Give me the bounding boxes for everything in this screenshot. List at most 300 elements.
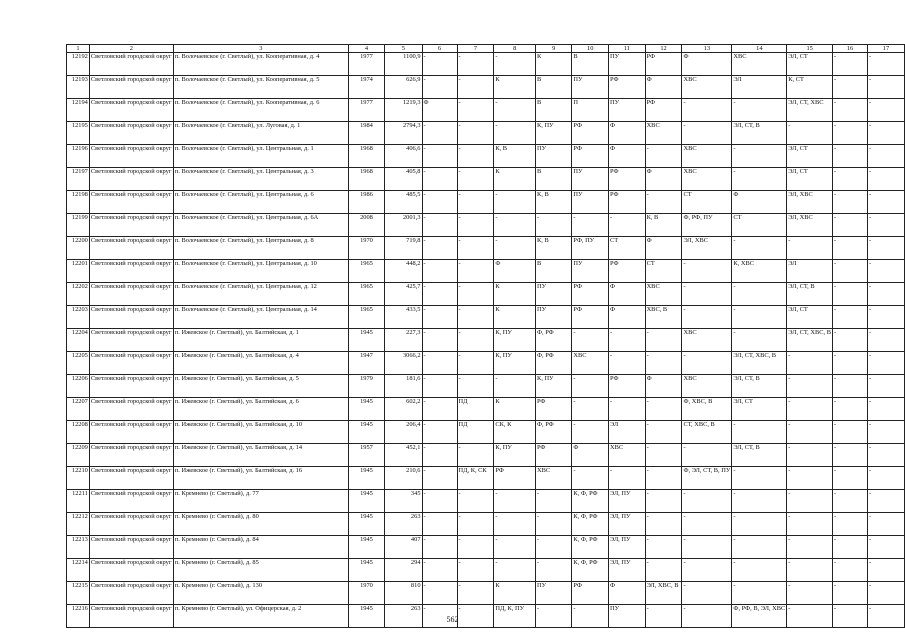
area-cell: 406,6 <box>385 145 422 168</box>
col16-cell: - <box>832 559 867 582</box>
col14-cell: - <box>732 237 787 260</box>
col6-cell: - <box>422 76 457 99</box>
year-cell: 1986 <box>348 191 384 214</box>
col11-cell: - <box>609 398 646 421</box>
col11-cell: Ф <box>609 122 646 145</box>
col17-cell: - <box>867 145 904 168</box>
col10-cell: РФ, ПУ <box>572 237 609 260</box>
col14-cell: ХВС <box>732 53 787 76</box>
table-row <box>67 168 905 191</box>
address-cell: п. Кремнево (г. Светлый), д. 80 <box>173 513 348 536</box>
col8-cell: - <box>494 513 536 536</box>
col14-cell: - <box>732 559 787 582</box>
col12-cell: - <box>645 191 682 214</box>
col8-cell: - <box>494 536 536 559</box>
district-cell: Светловский городской округ <box>89 375 173 398</box>
row-number: 12206 <box>67 375 90 398</box>
col10-cell: К, Ф, РФ <box>572 536 609 559</box>
col16-cell: - <box>832 99 867 122</box>
col6-cell: - <box>422 283 457 306</box>
table-row <box>67 53 905 76</box>
area-cell: 448,2 <box>385 260 422 283</box>
address-cell: п. Волочаевское (г. Светлый), ул. Центральная, д. 1 <box>173 145 348 168</box>
col14-cell: СТ <box>732 214 787 237</box>
year-cell: 1970 <box>348 237 384 260</box>
row-number: 12205 <box>67 352 90 375</box>
col8-cell: К, В <box>494 145 536 168</box>
col14-cell: - <box>732 329 787 352</box>
col13-cell: - <box>682 513 732 536</box>
col10-cell: В <box>572 53 609 76</box>
col9-cell: ПУ <box>535 582 571 605</box>
col8-cell: К <box>494 306 536 329</box>
col13-cell: ХВС <box>682 145 732 168</box>
col10-cell: - <box>572 398 609 421</box>
col17-cell: - <box>867 536 904 559</box>
col12-cell: Ф <box>645 168 682 191</box>
area-cell: 485,5 <box>385 191 422 214</box>
col8-cell: К, ПУ <box>494 352 536 375</box>
address-cell: п. Волочаевское (г. Светлый), ул. Кооперативная, д. 6 <box>173 99 348 122</box>
col7-cell: - <box>457 375 494 398</box>
col12-cell: - <box>645 421 682 444</box>
address-cell: п. Волочаевское (г. Светлый), ул. Луговая, д. 1 <box>173 122 348 145</box>
table-row <box>67 260 905 283</box>
col6-cell: - <box>422 352 457 375</box>
col17-cell: - <box>867 99 904 122</box>
col10-cell: ПУ <box>572 260 609 283</box>
area-cell: 3066,2 <box>385 352 422 375</box>
col17-cell: - <box>867 168 904 191</box>
year-cell: 1945 <box>348 513 384 536</box>
col15-cell: ЭЛ, СТ <box>787 306 833 329</box>
area-cell: 263 <box>385 513 422 536</box>
col7-cell: - <box>457 53 494 76</box>
col16-cell: - <box>832 490 867 513</box>
col8-cell: СК, К <box>494 421 536 444</box>
year-cell: 1945 <box>348 398 384 421</box>
district-cell: Светловский городской округ <box>89 237 173 260</box>
row-number: 12194 <box>67 99 90 122</box>
col6-cell: - <box>422 513 457 536</box>
col14-cell: Ф <box>732 191 787 214</box>
col7-cell: - <box>457 329 494 352</box>
col15-cell: ЭЛ <box>787 260 833 283</box>
district-cell: Светловский городской округ <box>89 191 173 214</box>
col6-cell: - <box>422 582 457 605</box>
col6-cell: - <box>422 421 457 444</box>
col8-cell: К <box>494 76 536 99</box>
district-cell: Светловский городской округ <box>89 283 173 306</box>
col11-cell: ЭЛ, ПУ <box>609 513 646 536</box>
row-number: 12201 <box>67 260 90 283</box>
area-cell: 626,9 <box>385 76 422 99</box>
col15-cell: ЭЛ, СТ, В <box>787 283 833 306</box>
area-cell: 452,1 <box>385 444 422 467</box>
col15-cell: - <box>787 444 833 467</box>
register-sheet <box>66 44 905 628</box>
col13-cell: - <box>682 283 732 306</box>
area-cell: 1100,9 <box>385 53 422 76</box>
table-row <box>67 145 905 168</box>
col17-cell: - <box>867 559 904 582</box>
col9-cell: РФ <box>535 444 571 467</box>
col17-cell: - <box>867 421 904 444</box>
col15-cell: ЭЛ, ХВС <box>787 214 833 237</box>
year-cell: 1977 <box>348 99 384 122</box>
col14-cell: - <box>732 582 787 605</box>
table-row <box>67 467 905 490</box>
table-row <box>67 122 905 145</box>
col12-cell: - <box>645 559 682 582</box>
district-cell: Светловский городской округ <box>89 421 173 444</box>
col17-cell: - <box>867 122 904 145</box>
area-cell: 294 <box>385 559 422 582</box>
district-cell: Светловский городской округ <box>89 53 173 76</box>
col9-cell: К <box>535 53 571 76</box>
col11-cell: РФ <box>609 191 646 214</box>
col11-cell: ЭЛ, ПУ <box>609 536 646 559</box>
col8-cell: К, ПУ <box>494 444 536 467</box>
col9-cell: Ф, РФ <box>535 421 571 444</box>
col16-cell: - <box>832 214 867 237</box>
col6-cell: - <box>422 329 457 352</box>
column-number-cell: 10 <box>572 45 609 53</box>
col17-cell: - <box>867 444 904 467</box>
table-row <box>67 398 905 421</box>
col13-cell: СТ, ХВС, В <box>682 421 732 444</box>
col16-cell: - <box>832 168 867 191</box>
col8-cell: - <box>494 122 536 145</box>
row-number: 12197 <box>67 168 90 191</box>
column-number-cell: 17 <box>867 45 904 53</box>
col6-cell: - <box>422 467 457 490</box>
col10-cell: Ф <box>572 444 609 467</box>
col10-cell: ПУ <box>572 76 609 99</box>
col12-cell: Ф <box>645 76 682 99</box>
table-row <box>67 283 905 306</box>
col16-cell: - <box>832 329 867 352</box>
address-cell: п. Ижевское (г. Светлый), ул. Балтийская, д. 14 <box>173 444 348 467</box>
col17-cell: - <box>867 605 904 628</box>
col9-cell: К, ПУ <box>535 375 571 398</box>
address-cell: п. Ижевское (г. Светлый), ул. Балтийская, д. 5 <box>173 375 348 398</box>
col10-cell: - <box>572 421 609 444</box>
year-cell: 1970 <box>348 582 384 605</box>
col17-cell: - <box>867 375 904 398</box>
year-cell: 1965 <box>348 283 384 306</box>
column-number-cell: 1 <box>67 45 90 53</box>
col17-cell: - <box>867 329 904 352</box>
col15-cell: - <box>787 421 833 444</box>
col17-cell: - <box>867 283 904 306</box>
col14-cell: ЭЛ, СТ, В <box>732 122 787 145</box>
col14-cell: - <box>732 467 787 490</box>
col14-cell: ЭЛ, СТ, ХВС, В <box>732 352 787 375</box>
table-row <box>67 536 905 559</box>
col6-cell: Ф <box>422 99 457 122</box>
col15-cell: - <box>787 605 833 628</box>
col7-cell: - <box>457 214 494 237</box>
address-cell: п. Волочаевское (г. Светлый), ул. Центральная, д. 8 <box>173 237 348 260</box>
col12-cell: СТ <box>645 260 682 283</box>
district-cell: Светловский городской округ <box>89 145 173 168</box>
col13-cell: ХВС <box>682 329 732 352</box>
address-cell: п. Ижевское (г. Светлый), ул. Балтийская, д. 6 <box>173 398 348 421</box>
row-number: 12213 <box>67 536 90 559</box>
row-number: 12209 <box>67 444 90 467</box>
col8-cell: - <box>494 99 536 122</box>
col9-cell: - <box>535 559 571 582</box>
col16-cell: - <box>832 536 867 559</box>
col12-cell: - <box>645 398 682 421</box>
address-cell: п. Кремнево (г. Светлый), д. 85 <box>173 559 348 582</box>
col13-cell: - <box>682 490 732 513</box>
col12-cell: ХВС <box>645 283 682 306</box>
col6-cell: - <box>422 122 457 145</box>
col8-cell: - <box>494 490 536 513</box>
col11-cell: - <box>609 352 646 375</box>
col11-cell: Ф <box>609 306 646 329</box>
col16-cell: - <box>832 260 867 283</box>
col12-cell: - <box>645 605 682 628</box>
year-cell: 1945 <box>348 467 384 490</box>
table-row <box>67 99 905 122</box>
col11-cell: - <box>609 214 646 237</box>
col14-cell: - <box>732 306 787 329</box>
district-cell: Светловский городской округ <box>89 467 173 490</box>
col10-cell: - <box>572 375 609 398</box>
col14-cell: - <box>732 145 787 168</box>
col10-cell: К, Ф, РФ <box>572 490 609 513</box>
col14-cell: ЭЛ, СТ <box>732 398 787 421</box>
col7-cell: - <box>457 191 494 214</box>
col11-cell: СТ <box>609 237 646 260</box>
col8-cell: РФ <box>494 467 536 490</box>
year-cell: 1974 <box>348 76 384 99</box>
address-cell: п. Волочаевское (г. Светлый), ул. Центральная, д. 10 <box>173 260 348 283</box>
column-number-cell: 13 <box>682 45 732 53</box>
col7-cell: - <box>457 99 494 122</box>
district-cell: Светловский городской округ <box>89 352 173 375</box>
row-number: 12193 <box>67 76 90 99</box>
col12-cell: ХВС, В <box>645 306 682 329</box>
col6-cell: - <box>422 191 457 214</box>
col13-cell: ХВС <box>682 375 732 398</box>
year-cell: 1977 <box>348 53 384 76</box>
column-number-cell: 12 <box>645 45 682 53</box>
col9-cell: ХВС <box>535 467 571 490</box>
col9-cell: - <box>535 536 571 559</box>
col11-cell: Ф <box>609 145 646 168</box>
col7-cell: - <box>457 260 494 283</box>
district-cell: Светловский городской округ <box>89 582 173 605</box>
address-cell: п. Кремнево (г. Светлый), ул. Офицерская, д. 2 <box>173 605 348 628</box>
col9-cell: ПУ <box>535 283 571 306</box>
column-number-cell: 14 <box>732 45 787 53</box>
col11-cell: Ф <box>609 283 646 306</box>
col15-cell: ЭЛ, СТ <box>787 168 833 191</box>
table-row <box>67 375 905 398</box>
col11-cell: ПУ <box>609 605 646 628</box>
col17-cell: - <box>867 237 904 260</box>
column-number-cell: 6 <box>422 45 457 53</box>
col14-cell: Ф, РФ, В, ЭЛ, ХВС <box>732 605 787 628</box>
col16-cell: - <box>832 467 867 490</box>
year-cell: 1945 <box>348 329 384 352</box>
row-number: 12196 <box>67 145 90 168</box>
address-cell: п. Кремнево (г. Светлый), д. 84 <box>173 536 348 559</box>
col10-cell: ХВС <box>572 352 609 375</box>
col8-cell: К <box>494 168 536 191</box>
col15-cell: - <box>787 352 833 375</box>
district-cell: Светловский городской округ <box>89 605 173 628</box>
col17-cell: - <box>867 53 904 76</box>
col17-cell: - <box>867 260 904 283</box>
col9-cell: ПУ <box>535 145 571 168</box>
col9-cell: - <box>535 214 571 237</box>
col17-cell: - <box>867 398 904 421</box>
address-cell: п. Ижевское (г. Светлый), ул. Балтийская, д. 16 <box>173 467 348 490</box>
col9-cell: В <box>535 260 571 283</box>
col16-cell: - <box>832 375 867 398</box>
table-row <box>67 559 905 582</box>
col13-cell: Ф, ЭЛ, СТ, В, ПУ <box>682 467 732 490</box>
col9-cell: В <box>535 168 571 191</box>
col15-cell: ЭЛ, СТ, ХВС <box>787 99 833 122</box>
col9-cell: - <box>535 490 571 513</box>
col12-cell: ХВС <box>645 122 682 145</box>
col14-cell: - <box>732 283 787 306</box>
col16-cell: - <box>832 605 867 628</box>
col14-cell: - <box>732 168 787 191</box>
col16-cell: - <box>832 145 867 168</box>
address-cell: п. Волочаевское (г. Светлый), ул. Центральная, д. 12 <box>173 283 348 306</box>
col15-cell: - <box>787 559 833 582</box>
col16-cell: - <box>832 53 867 76</box>
address-cell: п. Кремнево (г. Светлый), д. 77 <box>173 490 348 513</box>
address-cell: п. Кремнево (г. Светлый), д. 130 <box>173 582 348 605</box>
district-cell: Светловский городской округ <box>89 76 173 99</box>
col7-cell: - <box>457 145 494 168</box>
col8-cell: - <box>494 53 536 76</box>
col6-cell: - <box>422 398 457 421</box>
col9-cell: В <box>535 99 571 122</box>
area-cell: 1219,3 <box>385 99 422 122</box>
col7-cell: - <box>457 352 494 375</box>
table-body <box>67 45 905 628</box>
col7-cell: ПД <box>457 421 494 444</box>
address-cell: п. Волочаевское (г. Светлый), ул. Кооперативная, д. 5 <box>173 76 348 99</box>
col10-cell: РФ <box>572 145 609 168</box>
col13-cell: ХВС <box>682 76 732 99</box>
col15-cell: - <box>787 536 833 559</box>
col13-cell: - <box>682 306 732 329</box>
table-row <box>67 490 905 513</box>
col12-cell: Ф <box>645 375 682 398</box>
year-cell: 1945 <box>348 421 384 444</box>
col11-cell: ЭЛ, ПУ <box>609 559 646 582</box>
year-cell: 2008 <box>348 214 384 237</box>
col16-cell: - <box>832 237 867 260</box>
col6-cell: - <box>422 145 457 168</box>
col16-cell: - <box>832 306 867 329</box>
col15-cell: ЭЛ, СТ, ХВС, В <box>787 329 833 352</box>
district-cell: Светловский городской округ <box>89 329 173 352</box>
col15-cell: - <box>787 398 833 421</box>
col12-cell: - <box>645 329 682 352</box>
row-number: 12203 <box>67 306 90 329</box>
col17-cell: - <box>867 490 904 513</box>
col15-cell: - <box>787 490 833 513</box>
year-cell: 1945 <box>348 605 384 628</box>
col13-cell: - <box>682 559 732 582</box>
col15-cell: - <box>787 122 833 145</box>
row-number: 12210 <box>67 467 90 490</box>
district-cell: Светловский городской округ <box>89 536 173 559</box>
col7-cell: ПД, К, СК <box>457 467 494 490</box>
col7-cell: - <box>457 122 494 145</box>
col6-cell: - <box>422 237 457 260</box>
col14-cell: К, ХВС <box>732 260 787 283</box>
col14-cell: ЭЛ, СТ, В <box>732 375 787 398</box>
col11-cell: ПУ <box>609 99 646 122</box>
col13-cell: ЭЛ, ХВС <box>682 237 732 260</box>
col11-cell: ЭЛ <box>609 421 646 444</box>
col15-cell: - <box>787 237 833 260</box>
col8-cell: - <box>494 191 536 214</box>
district-cell: Светловский городской округ <box>89 559 173 582</box>
district-cell: Светловский городской округ <box>89 490 173 513</box>
col11-cell: ЭЛ, ПУ <box>609 490 646 513</box>
column-number-cell: 4 <box>348 45 384 53</box>
col6-cell: - <box>422 444 457 467</box>
col7-cell: - <box>457 513 494 536</box>
col12-cell: - <box>645 467 682 490</box>
col8-cell: Ф <box>494 260 536 283</box>
col13-cell: Ф, РФ, ПУ <box>682 214 732 237</box>
col11-cell: ПУ <box>609 53 646 76</box>
col7-cell: - <box>457 237 494 260</box>
address-cell: п. Ижевское (г. Светлый), ул. Балтийская, д. 1 <box>173 329 348 352</box>
year-cell: 1945 <box>348 490 384 513</box>
col10-cell: К, Ф, РФ <box>572 513 609 536</box>
col11-cell: РФ <box>609 260 646 283</box>
district-cell: Светловский городской округ <box>89 168 173 191</box>
col13-cell: - <box>682 605 732 628</box>
col17-cell: - <box>867 214 904 237</box>
col9-cell: - <box>535 513 571 536</box>
col12-cell: - <box>645 490 682 513</box>
col7-cell: - <box>457 536 494 559</box>
col10-cell: - <box>572 329 609 352</box>
page-number: 562 <box>446 615 459 624</box>
col16-cell: - <box>832 352 867 375</box>
row-number: 12211 <box>67 490 90 513</box>
col10-cell: ПУ <box>572 168 609 191</box>
col6-cell: - <box>422 536 457 559</box>
row-number: 12208 <box>67 421 90 444</box>
col6-cell: - <box>422 214 457 237</box>
year-cell: 1945 <box>348 536 384 559</box>
col13-cell: - <box>682 444 732 467</box>
col6-cell: - <box>422 375 457 398</box>
year-cell: 1945 <box>348 559 384 582</box>
col10-cell: - <box>572 467 609 490</box>
year-cell: 1957 <box>348 444 384 467</box>
col6-cell: - <box>422 559 457 582</box>
col7-cell: - <box>457 76 494 99</box>
